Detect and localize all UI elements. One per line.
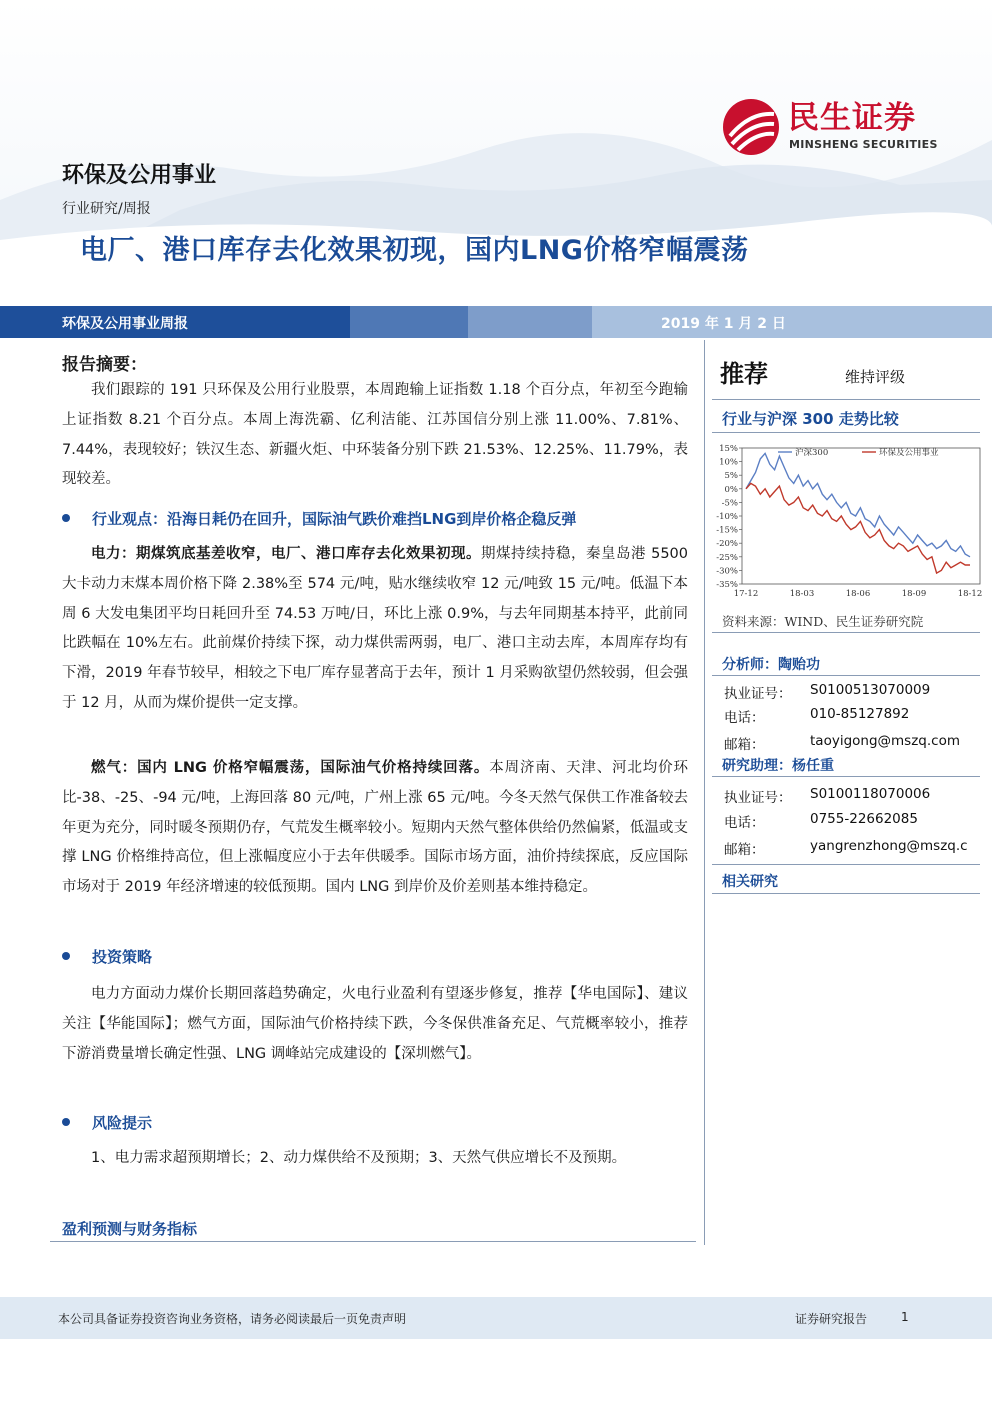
y-tick-label: 10%: [719, 457, 738, 468]
gas-body: 本周济南、天津、河北均价环比-38、-25、-94 元/吨，上海回落 80 元/吨，广州上涨 65 元/吨。今冬天然气保供工作准备较去年更为充分，同时暖冬预期仍存，气荒发生概率较小。短期内天然气整体供给仍然偏紧，低温或支撑 LNG 价格维持高位，但上涨幅度应小于去年供暖季。国际市场方面，油价持续探底，反应国际市场对于 2019 年经济增速的较低预期。国内 LNG 到岸价及价差则基本维持稳定。: [62, 760, 689, 896]
logo-text-en: MINSHENG SECURITIES: [789, 138, 938, 151]
x-tick-label: 18-06: [845, 589, 871, 599]
chart-title: 行业与沪深 300 走势比较: [722, 410, 899, 428]
summary-intro: 我们跟踪的 191 只环保及公用行业股票，本周跑输上证指数 1.18 个百分点，年初至今跑输上证指数 8.21 个百分点。本周上海洗霸、亿利洁能、江苏国信分别上涨 11.00%、7.81%、7.44%，表现较好；铁汉生态、新疆火炬、中环装备分别下跌 21.53%、12.25%、11.79%，表现较差。: [62, 382, 688, 488]
y-tick-label: -5%: [721, 498, 738, 509]
page-footer: [0, 1297, 992, 1339]
series-line-sector: [746, 483, 970, 573]
y-tick-label: -30%: [716, 566, 738, 577]
assistant-phone: 0755-22662085: [810, 811, 918, 827]
bullet-industry-view: [62, 508, 576, 529]
trend-chart: [712, 436, 987, 608]
y-tick-label: 15%: [719, 444, 738, 454]
strategy-paragraph: 电力方面动力煤价长期回落趋势确定，火电行业盈利有望逐步修复，推荐【华电国际】、建议关注【华能国际】；燃气方面，国际油气价格持续下跌，今冬保供准备充足、气荒概率较小，推荐下游消费量增长确定性强、LNG 调峰站完成建设的【深圳燃气】。: [62, 986, 688, 1062]
related-research-heading: 相关研究: [722, 874, 778, 890]
assistant-email[interactable]: yangrenzhong@mszq.c: [810, 838, 968, 854]
financial-heading: 盈利预测与财务指标: [62, 1220, 198, 1238]
legend-label: 环保及公用事业: [879, 448, 939, 458]
summary-heading: 报告摘要：: [62, 355, 147, 375]
assistant-cert-label: 执业证号：: [724, 790, 792, 806]
analyst-phone-label: 电话：: [724, 710, 765, 726]
assistant-phone-label: 电话：: [724, 815, 765, 831]
sidebar-divider: [712, 776, 980, 777]
x-tick-label: 18-03: [789, 589, 815, 599]
column-divider: [704, 340, 705, 1245]
assistant-email-label: 邮箱：: [724, 842, 765, 858]
sector-title: 环保及公用事业: [62, 163, 217, 188]
sidebar-divider: [712, 675, 980, 676]
bullet-dot-icon: [62, 952, 70, 960]
chart-source: 资料来源：WIND、民生证券研究院: [722, 614, 924, 629]
sidebar-divider: [712, 864, 980, 865]
band-label: 环保及公用事业周报: [62, 316, 188, 332]
report-type: 行业研究/周报: [62, 201, 151, 217]
power-lead: 电力：期煤筑底基差收窄，电厂、港口库存去化效果初现。: [91, 546, 481, 562]
y-tick-label: -20%: [716, 539, 738, 550]
risk-paragraph: 1、电力需求超预期增长；2、动力煤供给不及预期；3、天然气供应增长不及预期。: [91, 1150, 627, 1166]
analyst-email[interactable]: taoyigong@mszq.com: [810, 733, 960, 749]
assistant-heading: 研究助理：杨任重: [722, 758, 834, 774]
bullet-risk: [62, 1112, 152, 1133]
bullet-industry-view-text: 行业观点：沿海日耗仍在回升，国际油气跌价难挡LNG到岸价格企稳反弹: [92, 510, 577, 528]
y-tick-label: -25%: [716, 552, 738, 563]
series-line-hs300: [746, 453, 970, 556]
page-number: 1: [901, 1310, 909, 1324]
analyst-phone: 010-85127892: [810, 706, 910, 722]
rating-label: 推荐: [720, 360, 768, 388]
x-tick-label: 17-12: [733, 589, 759, 599]
power-paragraph: [62, 540, 688, 719]
x-tick-label: 18-09: [901, 589, 927, 599]
report-title: 电厂、港口库存去化效果初现，国内LNG价格窄幅震荡: [80, 235, 749, 266]
logo-text-cn: 民生证券: [788, 100, 916, 136]
footer-doc-type: 证券研究报告: [795, 1312, 868, 1326]
assistant-cert: S0100118070006: [810, 786, 931, 802]
bullet-strategy-text: 投资策略: [92, 948, 153, 966]
bullet-dot-icon: [62, 514, 70, 522]
footer-disclaimer: 本公司具备证券投资咨询业务资格，请务必阅读最后一页免责声明: [58, 1312, 407, 1326]
minsheng-logo-icon: [722, 98, 780, 156]
gas-paragraph: [62, 754, 688, 903]
sidebar-divider: [712, 432, 980, 433]
brand-logo: [722, 98, 944, 158]
analyst-heading: 分析师：陶贻功: [722, 657, 820, 673]
rating-note: 维持评级: [845, 368, 906, 386]
bullet-risk-text: 风险提示: [92, 1114, 153, 1132]
gas-lead: 燃气：国内 LNG 价格窄幅震荡，国际油气价格持续回落。: [91, 760, 490, 776]
analyst-email-label: 邮箱：: [724, 737, 765, 753]
analyst-cert-label: 执业证号：: [724, 686, 792, 702]
bullet-dot-icon: [62, 1118, 70, 1126]
sidebar-divider: [712, 893, 980, 894]
bullet-strategy: [62, 946, 152, 967]
report-date: 2019 年 1 月 2 日: [661, 316, 786, 332]
y-tick-label: 0%: [724, 484, 738, 495]
x-tick-label: 18-12: [957, 589, 983, 599]
section-divider: [50, 1241, 696, 1242]
y-tick-label: -35%: [716, 580, 738, 590]
chart-frame: [742, 448, 980, 584]
sidebar-divider: [712, 399, 980, 400]
power-body: 期煤持续持稳，秦皇岛港 5500 大卡动力末煤本周价格下降 2.38%至 574 元/吨，贴水继续收窄 12 元/吨致 15 元/吨。低温下本周 6 大发电集团平均日耗回升至 74.53 万吨/日，环比上涨 0.9%，与去年同期基本持平，此前同比跌幅在 10%左右。此前煤价持续下探，动力煤供需两弱，电厂、港口主动去库，本周库存均有下滑，2019 年春节较早，相较之下电厂库存显著高于去年，预计 1 月采购欲望仍然较弱，但会强于 12 月，从而为煤价提供一定支撑。: [62, 546, 689, 711]
y-tick-label: -15%: [716, 525, 738, 536]
sidebar-divider: [712, 632, 980, 633]
y-tick-label: 5%: [724, 471, 738, 482]
y-tick-label: -10%: [716, 512, 738, 522]
legend-label: 沪深300: [795, 448, 829, 458]
analyst-cert: S0100513070009: [810, 682, 931, 698]
